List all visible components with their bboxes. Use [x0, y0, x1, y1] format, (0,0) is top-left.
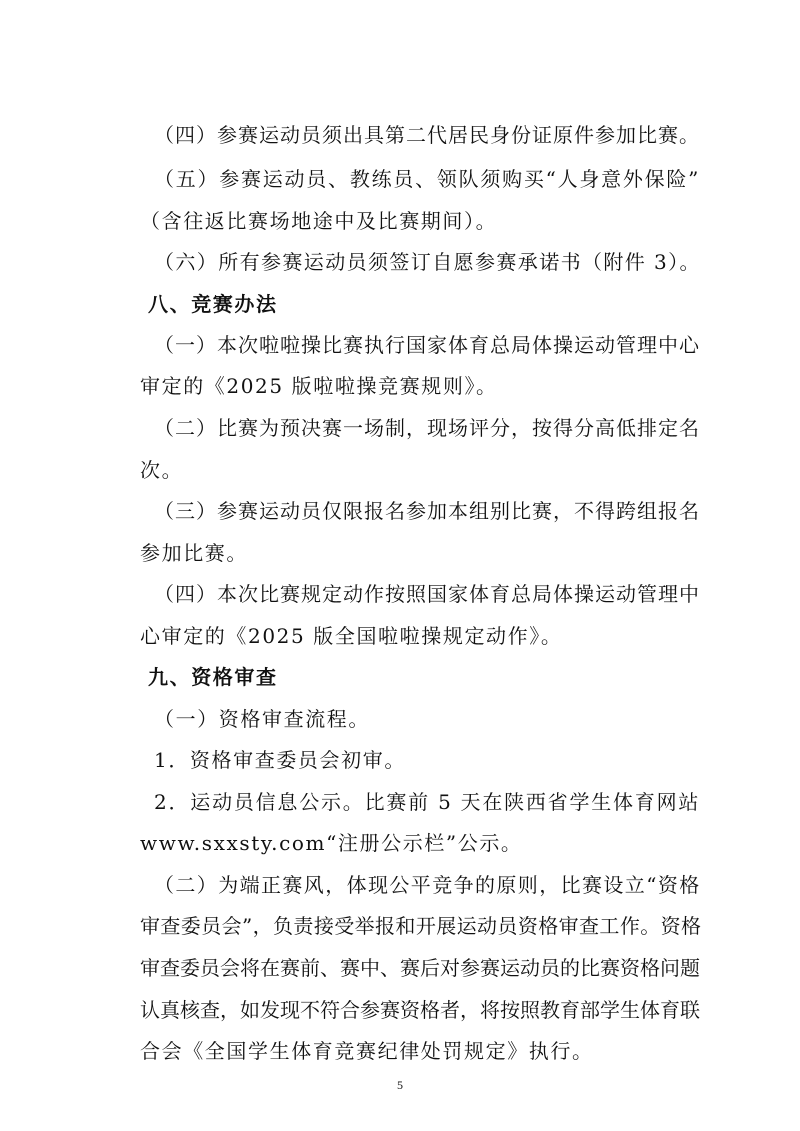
paragraph-line: 审查委员会”，负责接受举报和开展运动员资格审查工作。资格: [140, 914, 702, 938]
page-number: 5: [397, 1078, 403, 1092]
paragraph-line: （三）参赛运动员仅限报名参加本组别比赛，不得跨组报名: [154, 499, 700, 523]
paragraph-line: 参加比赛。: [140, 541, 248, 565]
paragraph-line: （一）本次啦啦操比赛执行国家体育总局体操运动管理中心: [154, 333, 700, 357]
section-heading: 九、资格审查: [148, 665, 278, 689]
paragraph-line: （六）所有参赛运动员须签订自愿参赛承诺书（附件 3）。: [154, 250, 701, 274]
paragraph-line: 1．资格审查委员会初审。: [154, 748, 406, 772]
paragraph-line: （含往返比赛场地途中及比赛期间）。: [140, 209, 498, 233]
paragraph-line: 认真核查，如发现不符合参赛资格者，将按照教育部学生体育联: [140, 998, 700, 1022]
paragraph-line: （四）本次比赛规定动作按照国家体育总局体操运动管理中: [154, 582, 700, 606]
paragraph-line: （四）参赛运动员须出具第二代居民身份证原件参加比赛。: [154, 123, 700, 147]
section-heading: 八、竞赛办法: [148, 292, 278, 316]
paragraph-line: （二）比赛为预决赛一场制，现场评分，按得分高低排定名: [154, 416, 700, 440]
paragraph-line: 合会《全国学生体育竞赛纪律处罚规定》执行。: [140, 1039, 594, 1063]
paragraph-line: 2．运动员信息公示。比赛前 5 天在陕西省学生体育网站: [154, 790, 700, 814]
paragraph-line: （五）参赛运动员、教练员、领队须购买“人身意外保险”: [154, 167, 700, 191]
paragraph-line: 心审定的《2025 版全国啦啦操规定动作》。: [140, 624, 563, 648]
paragraph-line: www.sxxsty.com“注册公示栏”公示。: [140, 831, 523, 855]
paragraph-line: （二）为端正赛风，体现公平竞争的原则，比赛设立“资格: [154, 873, 701, 897]
paragraph-line: 审定的《2025 版啦啦操竞赛规则》。: [140, 374, 498, 398]
paragraph-line: （一）资格审查流程。: [154, 707, 370, 731]
paragraph-line: 审查委员会将在赛前、赛中、赛后对参赛运动员的比赛资格问题: [140, 956, 700, 980]
paragraph-line: 次。: [140, 458, 184, 482]
